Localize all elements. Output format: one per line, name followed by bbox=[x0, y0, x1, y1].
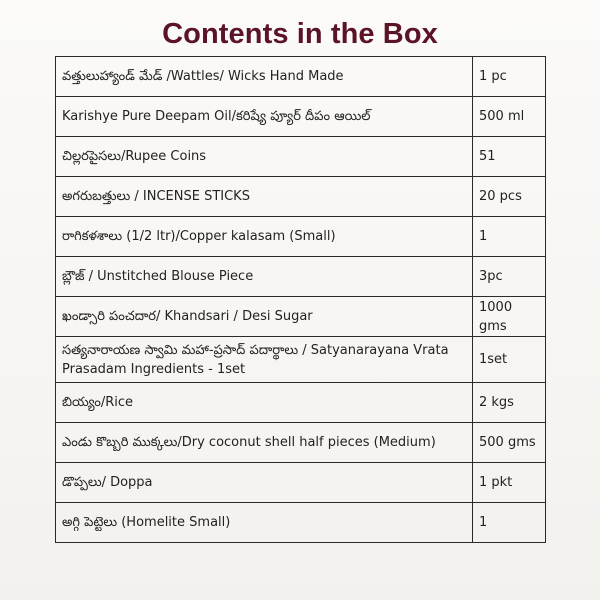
quantity-cell: 1 pc bbox=[473, 57, 546, 97]
table-row bbox=[56, 297, 546, 337]
quantity-cell: 1 pkt bbox=[473, 463, 546, 503]
table-row bbox=[56, 423, 546, 463]
quantity-cell: 1 bbox=[473, 217, 546, 257]
item-cell: బియ్యం/Rice bbox=[56, 383, 473, 423]
table-row bbox=[56, 337, 546, 383]
quantity-cell: 1000 gms bbox=[473, 297, 546, 337]
page-title: Contents in the Box bbox=[162, 18, 438, 50]
table-row bbox=[56, 57, 546, 97]
table-row bbox=[56, 503, 546, 543]
quantity-cell: 51 bbox=[473, 137, 546, 177]
table-row bbox=[56, 177, 546, 217]
table-row bbox=[56, 463, 546, 503]
item-cell: సత్యనారాయణ స్వామి మహా-ప్రసాద్ పదార్థాలు / Satyanarayana Vrata Prasadam Ingredients - 1set bbox=[56, 337, 473, 383]
item-cell: Karishye Pure Deepam Oil/కరిష్యే ప్యూర్ దీపం ఆయిల్ bbox=[56, 97, 473, 137]
contents-table bbox=[55, 56, 546, 543]
quantity-cell: 3pc bbox=[473, 257, 546, 297]
quantity-cell: 20 pcs bbox=[473, 177, 546, 217]
item-cell: రాగికళశాలు (1/2 ltr)/Copper kalasam (Small) bbox=[56, 217, 473, 257]
table-row bbox=[56, 217, 546, 257]
table-row bbox=[56, 257, 546, 297]
quantity-cell: 1 bbox=[473, 503, 546, 543]
item-cell: ఖండ్సారి పంచదార/ Khandsari / Desi Sugar bbox=[56, 297, 473, 337]
item-cell: ఎండు కొబ్బరి ముక్కలు/Dry coconut shell half pieces (Medium) bbox=[56, 423, 473, 463]
table-row bbox=[56, 97, 546, 137]
table-row bbox=[56, 383, 546, 423]
item-cell: బ్లౌజ్ / Unstitched Blouse Piece bbox=[56, 257, 473, 297]
item-cell: అగ్గి పెట్టెలు (Homelite Small) bbox=[56, 503, 473, 543]
table-row bbox=[56, 137, 546, 177]
item-cell: చిల్లరపైసలు/Rupee Coins bbox=[56, 137, 473, 177]
quantity-cell: 500 gms bbox=[473, 423, 546, 463]
quantity-cell: 2 kgs bbox=[473, 383, 546, 423]
quantity-cell: 500 ml bbox=[473, 97, 546, 137]
item-cell: వత్తులుహ్యాండ్ మేడ్ /Wattles/ Wicks Hand Made bbox=[56, 57, 473, 97]
item-cell: అగరుబత్తులు / INCENSE STICKS bbox=[56, 177, 473, 217]
item-cell: డొప్పలు/ Doppa bbox=[56, 463, 473, 503]
quantity-cell: 1set bbox=[473, 337, 546, 383]
